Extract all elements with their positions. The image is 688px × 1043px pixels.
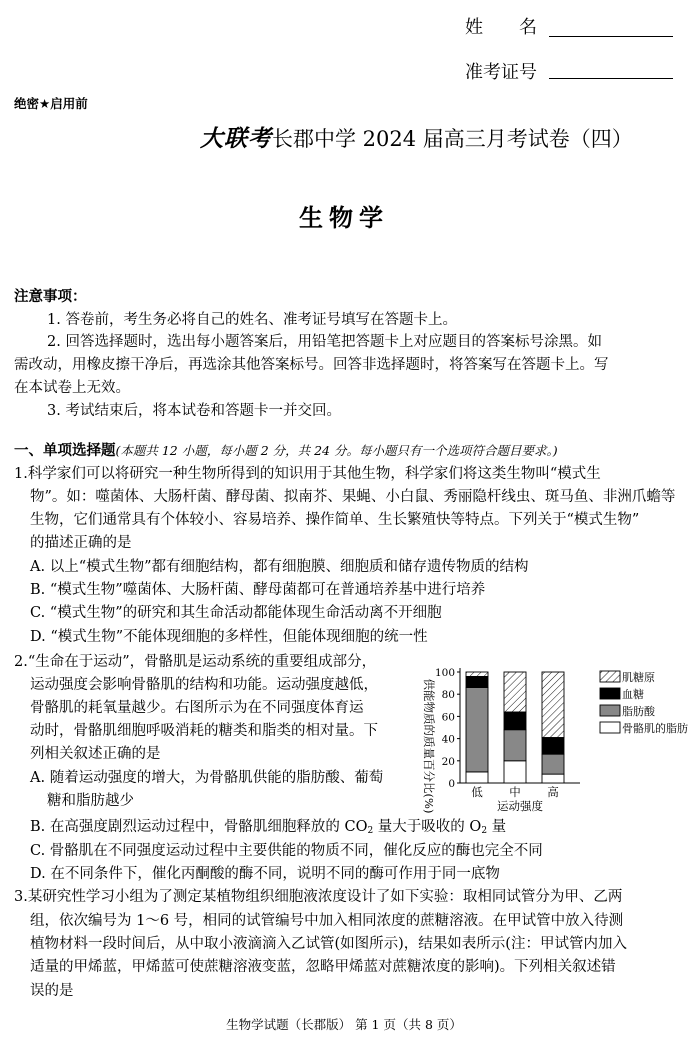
question-3-stem: 3.某研究性学习小组为了测定某植物组织细胞液浓度设计了如下实验：取相同试管分为甲、乙两 [14, 889, 623, 905]
title-text: 长郡中学 2024 届高三月考试卷（四） [272, 127, 633, 151]
chart-y-tick-label: 40 [441, 733, 455, 746]
notice-line: 2. 回答选择题时，选出每小题答案后，用铅笔把答题卡上对应题目的答案标号涂黑。如 [47, 334, 602, 350]
chart-x-tick-label: 中 [509, 785, 521, 799]
chart-legend-swatch [600, 688, 620, 699]
chart-legend-label: 血糖 [622, 688, 644, 701]
question-2-stem: 运动强度会影响骨骼肌的结构和功能。运动强度越低， [30, 677, 378, 693]
question-1-option-c: C. “模式生物”的研究和其生命活动都能体现生命活动离不开细胞 [30, 605, 442, 621]
notice-line: 3. 考试结束后，将本试卷和答题卡一并交回。 [47, 403, 341, 419]
page-footer: 生物学试题（长郡版） 第 1 页（共 8 页） [226, 1017, 462, 1032]
chart-bar-segment [466, 688, 488, 772]
exam-number-label: 准考证号 [465, 62, 537, 83]
question-2-option-a: A. 随着运动强度的增大，为骨骼肌供能的脂肪酸、葡萄 [30, 770, 384, 786]
question-1-stem: 物”。如：噬菌体、大肠杆菌、酵母菌、拟南芥、果蝇、小白鼠、秀丽隐杆线虫、斑马鱼、非洲爪蟾等 [30, 489, 676, 505]
subscript: 2 [367, 826, 374, 836]
chart-y-tick-label: 60 [441, 711, 455, 724]
title-brand: 大联考 [200, 125, 272, 152]
name-label: 姓 名 [465, 17, 537, 38]
chart-legend-swatch [600, 722, 620, 733]
chart-legend-swatch [600, 705, 620, 716]
notice-line: 在本试卷上无效。 [14, 380, 130, 396]
section-title: 一、单项选择题 [14, 442, 116, 459]
question-2-option-a-cont: 糖和脂肪越少 [47, 793, 134, 809]
chart-bar-segment [504, 730, 526, 761]
question-1-option-b: B. “模式生物”噬菌体、大肠杆菌、酵母菌都可在普通培养基中进行培养 [30, 582, 486, 598]
chart-bar-segment [466, 676, 488, 687]
question-1-option-d: D. “模式生物”不能体现细胞的多样性，但能体现细胞的统一性 [30, 629, 428, 645]
chart-x-tick-label: 低 [471, 785, 483, 799]
name-blank[interactable] [549, 36, 673, 37]
chart-bar-segment [542, 672, 564, 737]
notice-line: 1. 答卷前，考生务必将自己的姓名、准考证号填写在答题卡上。 [47, 312, 457, 328]
chart-bar-segment [504, 712, 526, 730]
subscript: 2 [481, 826, 488, 836]
secret-label: 绝密★启用前 [14, 96, 88, 111]
question-3-stem: 误的是 [30, 983, 74, 999]
chart-y-tick-label: 0 [448, 778, 455, 790]
chart-bar-segment [466, 672, 488, 676]
energy-source-chart [410, 658, 688, 818]
exam-number-blank[interactable] [549, 78, 673, 79]
chart-y-tick-label: 100 [434, 667, 455, 679]
question-2-stem: 骨骼肌的耗氧量越少。右图所示为在不同强度体育运 [30, 700, 364, 716]
question-2-option-b [30, 816, 506, 842]
question-1-stem: 生物，它们通常具有个体较小、容易培养、操作简单、生长繁殖快等特点。下列关于“模式生物” [30, 512, 640, 528]
chart-legend-label: 骨骼肌的脂肪 [622, 722, 688, 735]
question-2-stem: 2.“生命在于运动”，骨骼肌是运动系统的重要组成部分， [14, 654, 377, 670]
chart-y-label: 供能物质的质量百分比(%) [422, 678, 436, 814]
question-2-option-c: C. 骨骼肌在不同强度运动过程中主要供能的物质不同，催化反应的酶也完全不同 [30, 843, 543, 859]
chart-bar-segment [542, 774, 564, 783]
question-3-stem: 组，依次编号为 1～6 号，相同的试管编号中加入相同浓度的蔗糖溶液。在甲试管中放入待测 [30, 913, 624, 929]
chart-bar-segment [504, 672, 526, 712]
question-1-option-a: A. 以上“模式生物”都有细胞结构，都有细胞膜、细胞质和储存遗传物质的结构 [30, 559, 529, 575]
chart-bar-segment [466, 772, 488, 783]
notice-heading: 注意事项： [14, 288, 87, 305]
chart-y-tick-label: 80 [441, 689, 455, 702]
chart-y-tick-label: 20 [441, 755, 455, 768]
chart-bar-segment [504, 761, 526, 783]
question-2-option-d: D. 在不同条件下，催化丙酮酸的酶不同，说明不同的酶可作用于同一底物 [30, 866, 500, 882]
question-3-stem: 适量的甲烯蓝，甲烯蓝可使蔗糖溶液变蓝，忽略甲烯蓝对蔗糖浓度的影响)。下列相关叙述错 [30, 959, 616, 975]
chart-x-tick-label: 高 [547, 785, 559, 799]
option-b-part: 量 [487, 819, 507, 835]
option-b-part: 量大于吸收的 O [373, 819, 482, 835]
chart-legend-swatch [600, 671, 620, 682]
section-note: (本题共 12 小题，每小题 2 分，共 24 分。每小题只有一个选项符合题目要求。) [115, 443, 558, 458]
chart-legend-label: 脂肪酸 [622, 705, 655, 718]
section-heading [14, 440, 558, 462]
question-2-stem: 动时，骨骼肌细胞呼吸消耗的糖类和脂类的相对量。下 [30, 723, 378, 739]
chart-legend-label: 肌糖原 [622, 671, 655, 684]
chart-bar-segment [542, 754, 564, 774]
question-1-stem: 的描述正确的是 [30, 535, 132, 551]
option-b-part: B. 在高强度剧烈运动过程中，骨骼肌细胞释放的 CO [30, 819, 368, 835]
subject-title: 生物学 [299, 204, 389, 232]
question-2-stem: 列相关叙述正确的是 [30, 746, 161, 762]
chart-x-label: 运动强度 [497, 799, 543, 813]
chart-bar-segment [542, 737, 564, 754]
question-1-stem: 1.科学家们可以将研究一种生物所得到的知识用于其他生物，科学家们将这类生物叫“模式生 [14, 466, 601, 482]
notice-line: 需改动，用橡皮擦干净后，再选涂其他答案标号。回答非选择题时，将答案写在答题卡上。写 [14, 357, 609, 373]
question-3-stem: 植物材料一段时间后，从中取小液滴滴入乙试管(如图所示)，结果如表所示(注：甲试管内加入 [30, 936, 627, 952]
exam-title [200, 120, 633, 153]
